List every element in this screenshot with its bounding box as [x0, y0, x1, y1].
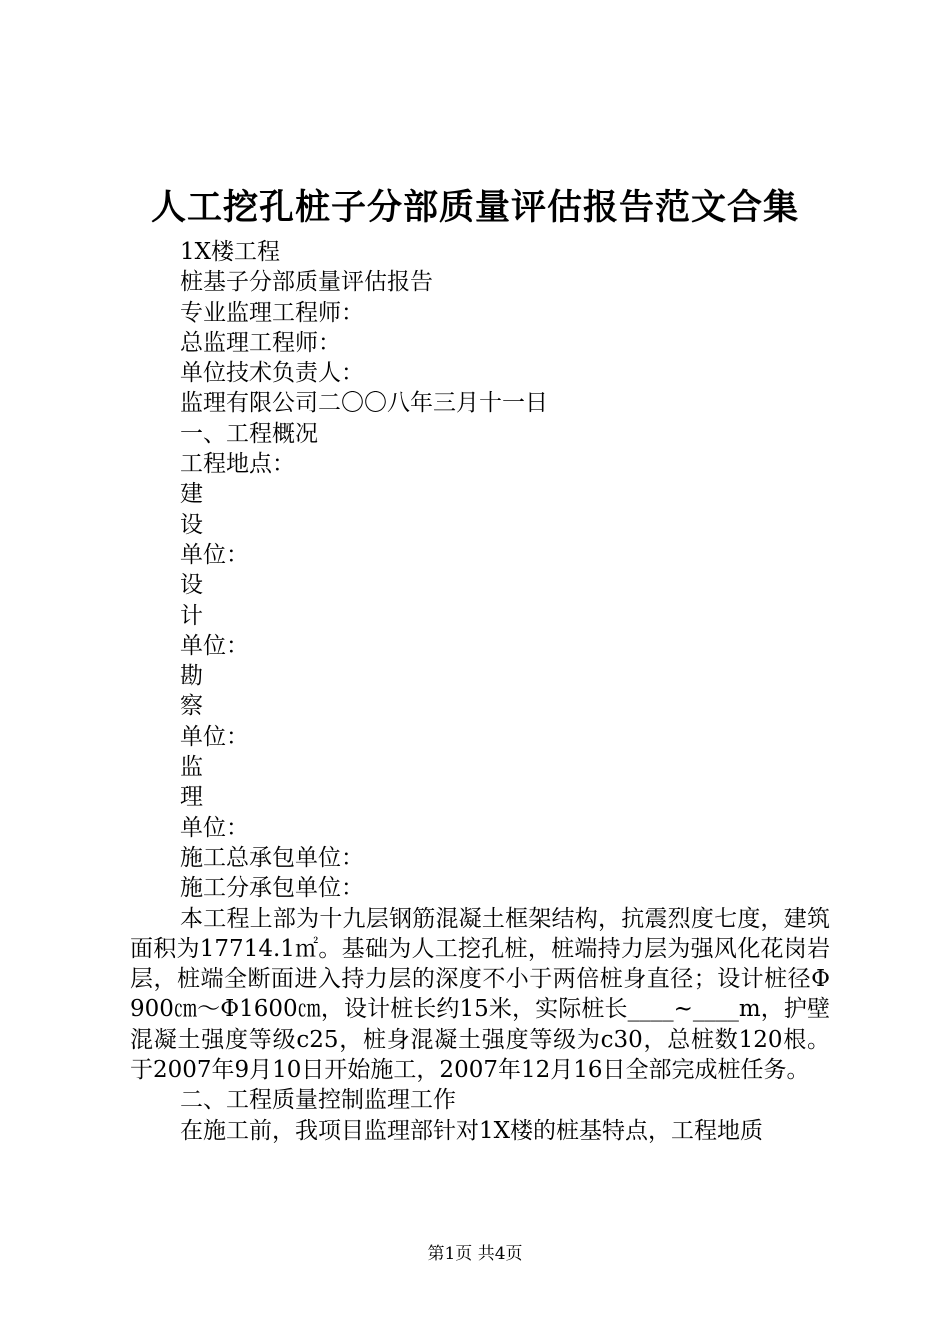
technical-lead-label: 单位技术负责人：: [180, 360, 364, 387]
report-subtitle: 桩基子分部质量评估报告: [180, 269, 433, 296]
general-contractor-label: 施工总承包单位：: [180, 844, 364, 871]
supervision-paragraph: 在施工前，我项目监理部针对1X楼的桩基特点，工程地质: [180, 1117, 764, 1144]
field-label-line: 单位：: [180, 632, 249, 659]
field-label-line: 监: [180, 754, 203, 781]
specialist-engineer-label: 专业监理工程师：: [180, 299, 364, 326]
document-body: [130, 237, 830, 1146]
project-overview-paragraph: 本工程上部为十九层钢筋混凝土框架结构，抗震烈度七度，建筑面积为17714.1㎡。基础为人工挖孔桩，桩端持力层为强风化花岗岩层，桩端全断面进入持力层的深度不小于两倍桩身直径；设计桩径Φ900㎝～Φ1600㎝，设计桩长约15米，实际桩长____~____m，护壁混凝土强度等级c25，桩身混凝土强度等级为c30，总桩数120根。于2007年9月10日开始施工，2007年12月16日全部完成桩任务。: [130, 905, 830, 1084]
site-location-label: 工程地点：: [180, 451, 295, 478]
field-label-line: 设: [180, 511, 203, 538]
project-name: 1X楼工程: [180, 239, 281, 265]
subcontractor-label: 施工分承包单位：: [180, 875, 364, 902]
page-number-footer: 第1页 共4页: [427, 1244, 523, 1264]
field-label-line: 建: [180, 481, 203, 508]
document-title: 人工挖孔桩子分部质量评估报告范文合集: [150, 187, 799, 228]
field-label-line: 计: [180, 602, 203, 629]
section-1-heading: 一、工程概况: [180, 420, 318, 447]
field-label-line: 单位：: [180, 541, 249, 568]
field-label-line: 单位：: [180, 814, 249, 841]
field-label-line: 勘: [180, 663, 203, 690]
company-date-line: 监理有限公司二〇〇八年三月十一日: [180, 390, 548, 417]
section-2-heading: 二、工程质量控制监理工作: [180, 1087, 456, 1114]
field-label-line: 察: [180, 693, 203, 720]
field-label-line: 设: [180, 572, 203, 599]
field-label-line: 理: [180, 784, 203, 811]
field-label-line: 单位：: [180, 723, 249, 750]
chief-engineer-label: 总监理工程师：: [180, 329, 341, 356]
